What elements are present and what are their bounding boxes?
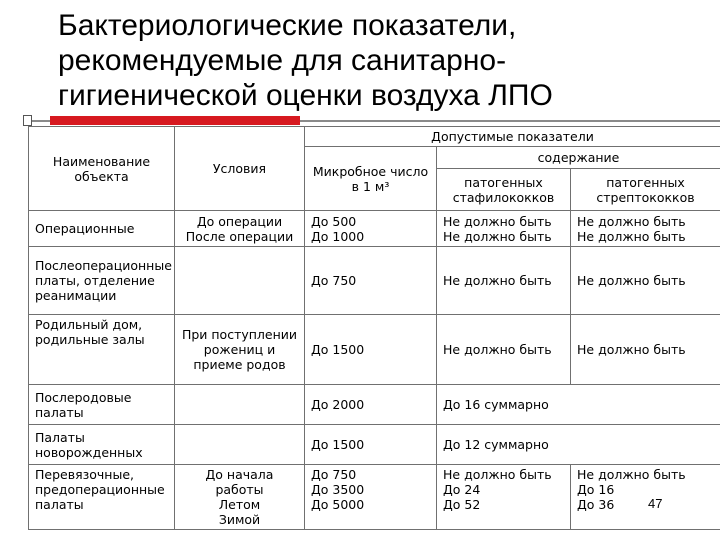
table-row [29,247,720,315]
cell-name: Послеоперационные платы, отделение реанимации [29,247,175,315]
table-row [29,465,720,530]
cell-staph: Не должно быть [437,315,571,385]
cell-conditions [175,385,305,425]
table-row [29,425,720,465]
slide-title: Бактериологические показатели, рекомендуемые для санитарно-гигиенической оценки воздуха ЛПО [58,9,553,112]
cell-microbial: До 750 До 3500 До 5000 [305,465,437,530]
cell-combined: До 16 суммарно [437,385,720,425]
cell-strep: Не должно быть До 16 До 36 [571,465,720,530]
cell-strep: Не должно быть [571,247,720,315]
cell-strep: Не должно быть [571,315,720,385]
cell-microbial: До 750 [305,247,437,315]
header-staph: патогенных стафилококков [437,169,571,211]
cell-conditions [175,425,305,465]
cell-name: Палаты новорожденных [29,425,175,465]
slide-number: 47 [648,496,663,511]
cell-staph: Не должно быть [437,247,571,315]
header-microbial: Микробное число в 1 м³ [305,147,437,211]
cell-strep: Не должно быть Не должно быть [571,211,720,247]
cell-conditions: До операции После операции [175,211,305,247]
indicators-table [28,126,720,530]
header-name: Наименование объекта [29,127,175,211]
cell-microbial: До 1500 [305,315,437,385]
header-conditions: Условия [175,127,305,211]
accent-box [23,115,32,126]
accent-bar [50,116,300,125]
table-row [29,385,720,425]
cell-microbial: До 500 До 1000 [305,211,437,247]
header-allowed: Допустимые показатели [305,127,720,147]
cell-name: Перевязочные, предоперационные палаты [29,465,175,530]
cell-conditions: До начала работы Летом Зимой [175,465,305,530]
cell-name: Операционные [29,211,175,247]
cell-microbial: До 2000 [305,385,437,425]
header-strep: патогенных стрептококков [571,169,720,211]
cell-combined: До 12 суммарно [437,425,720,465]
header-row [29,127,720,147]
cell-name: Послеродовые палаты [29,385,175,425]
cell-staph: Не должно быть До 24 До 52 [437,465,571,530]
cell-name: Родильный дом, родильные залы [29,315,175,385]
table-row [29,211,720,247]
cell-staph: Не должно быть Не должно быть [437,211,571,247]
header-content: содержание [437,147,720,169]
cell-conditions [175,247,305,315]
cell-conditions: При поступлении рожениц и приеме родов [175,315,305,385]
cell-microbial: До 1500 [305,425,437,465]
table-row [29,315,720,385]
